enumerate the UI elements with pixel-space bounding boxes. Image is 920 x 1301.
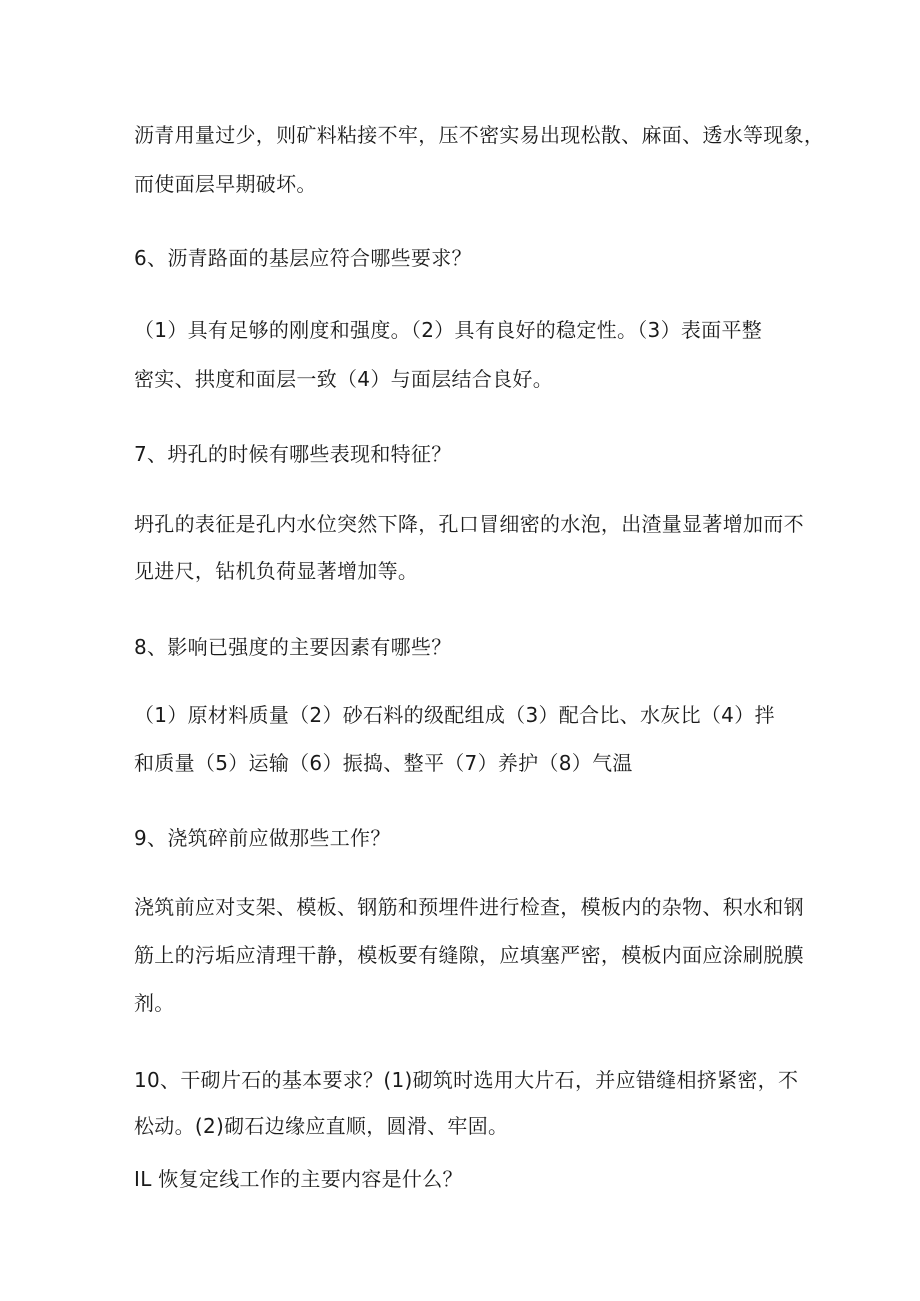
text-line: 密实、拱度和面层一致（4）与面层结合良好。 <box>134 367 554 391</box>
text-line: 筋上的污垢应清理干静，模板要有缝隙，应填塞严密，模板内面应涂刷脱膜 <box>134 943 804 967</box>
text-line: （1）原材料质量（2）砂石料的级配组成（3）配合比、水灰比（4）拌 <box>134 703 775 727</box>
text-line: 和质量（5）运输（6）振捣、整平（7）养护（8）气温 <box>134 751 633 775</box>
text-line: （1）具有足够的刚度和强度。（2）具有良好的稳定性。（3）表面平整 <box>134 318 763 342</box>
text-line: 坍孔的表征是孔内水位突然下降，孔口冒细密的水泡，出渣量显著增加而不 <box>134 512 804 536</box>
question-heading: 9、浇筑碎前应做那些工作？ <box>134 826 391 850</box>
question-heading: 8、影响已强度的主要因素有哪些？ <box>134 635 452 659</box>
question-heading: 7、坍孔的时候有哪些表现和特征？ <box>134 442 452 466</box>
text-line: 而使面层早期破坏。 <box>134 172 317 196</box>
text-line: 见进尺，钻机负荷显著增加等。 <box>134 559 419 583</box>
question-heading: 6、沥青路面的基层应符合哪些要求？ <box>134 246 472 270</box>
question-heading: IL 恢复定线工作的主要内容是什么？ <box>134 1167 463 1191</box>
text-line: 剂。 <box>134 991 175 1015</box>
text-line: 浇筑前应对支架、模板、钢筋和预埋件进行检查，模板内的杂物、积水和钢 <box>134 895 804 919</box>
question-heading: 10、干砌片石的基本要求？(1)砌筑时选用大片石，并应错缝相挤紧密，不 <box>134 1068 799 1092</box>
text-line: 松动。(2)砌石边缘应直顺，圆滑、牢固。 <box>134 1114 509 1138</box>
text-line: 沥青用量过少，则矿料粘接不牢，压不密实易出现松散、麻面、透水等现象， <box>134 123 825 147</box>
